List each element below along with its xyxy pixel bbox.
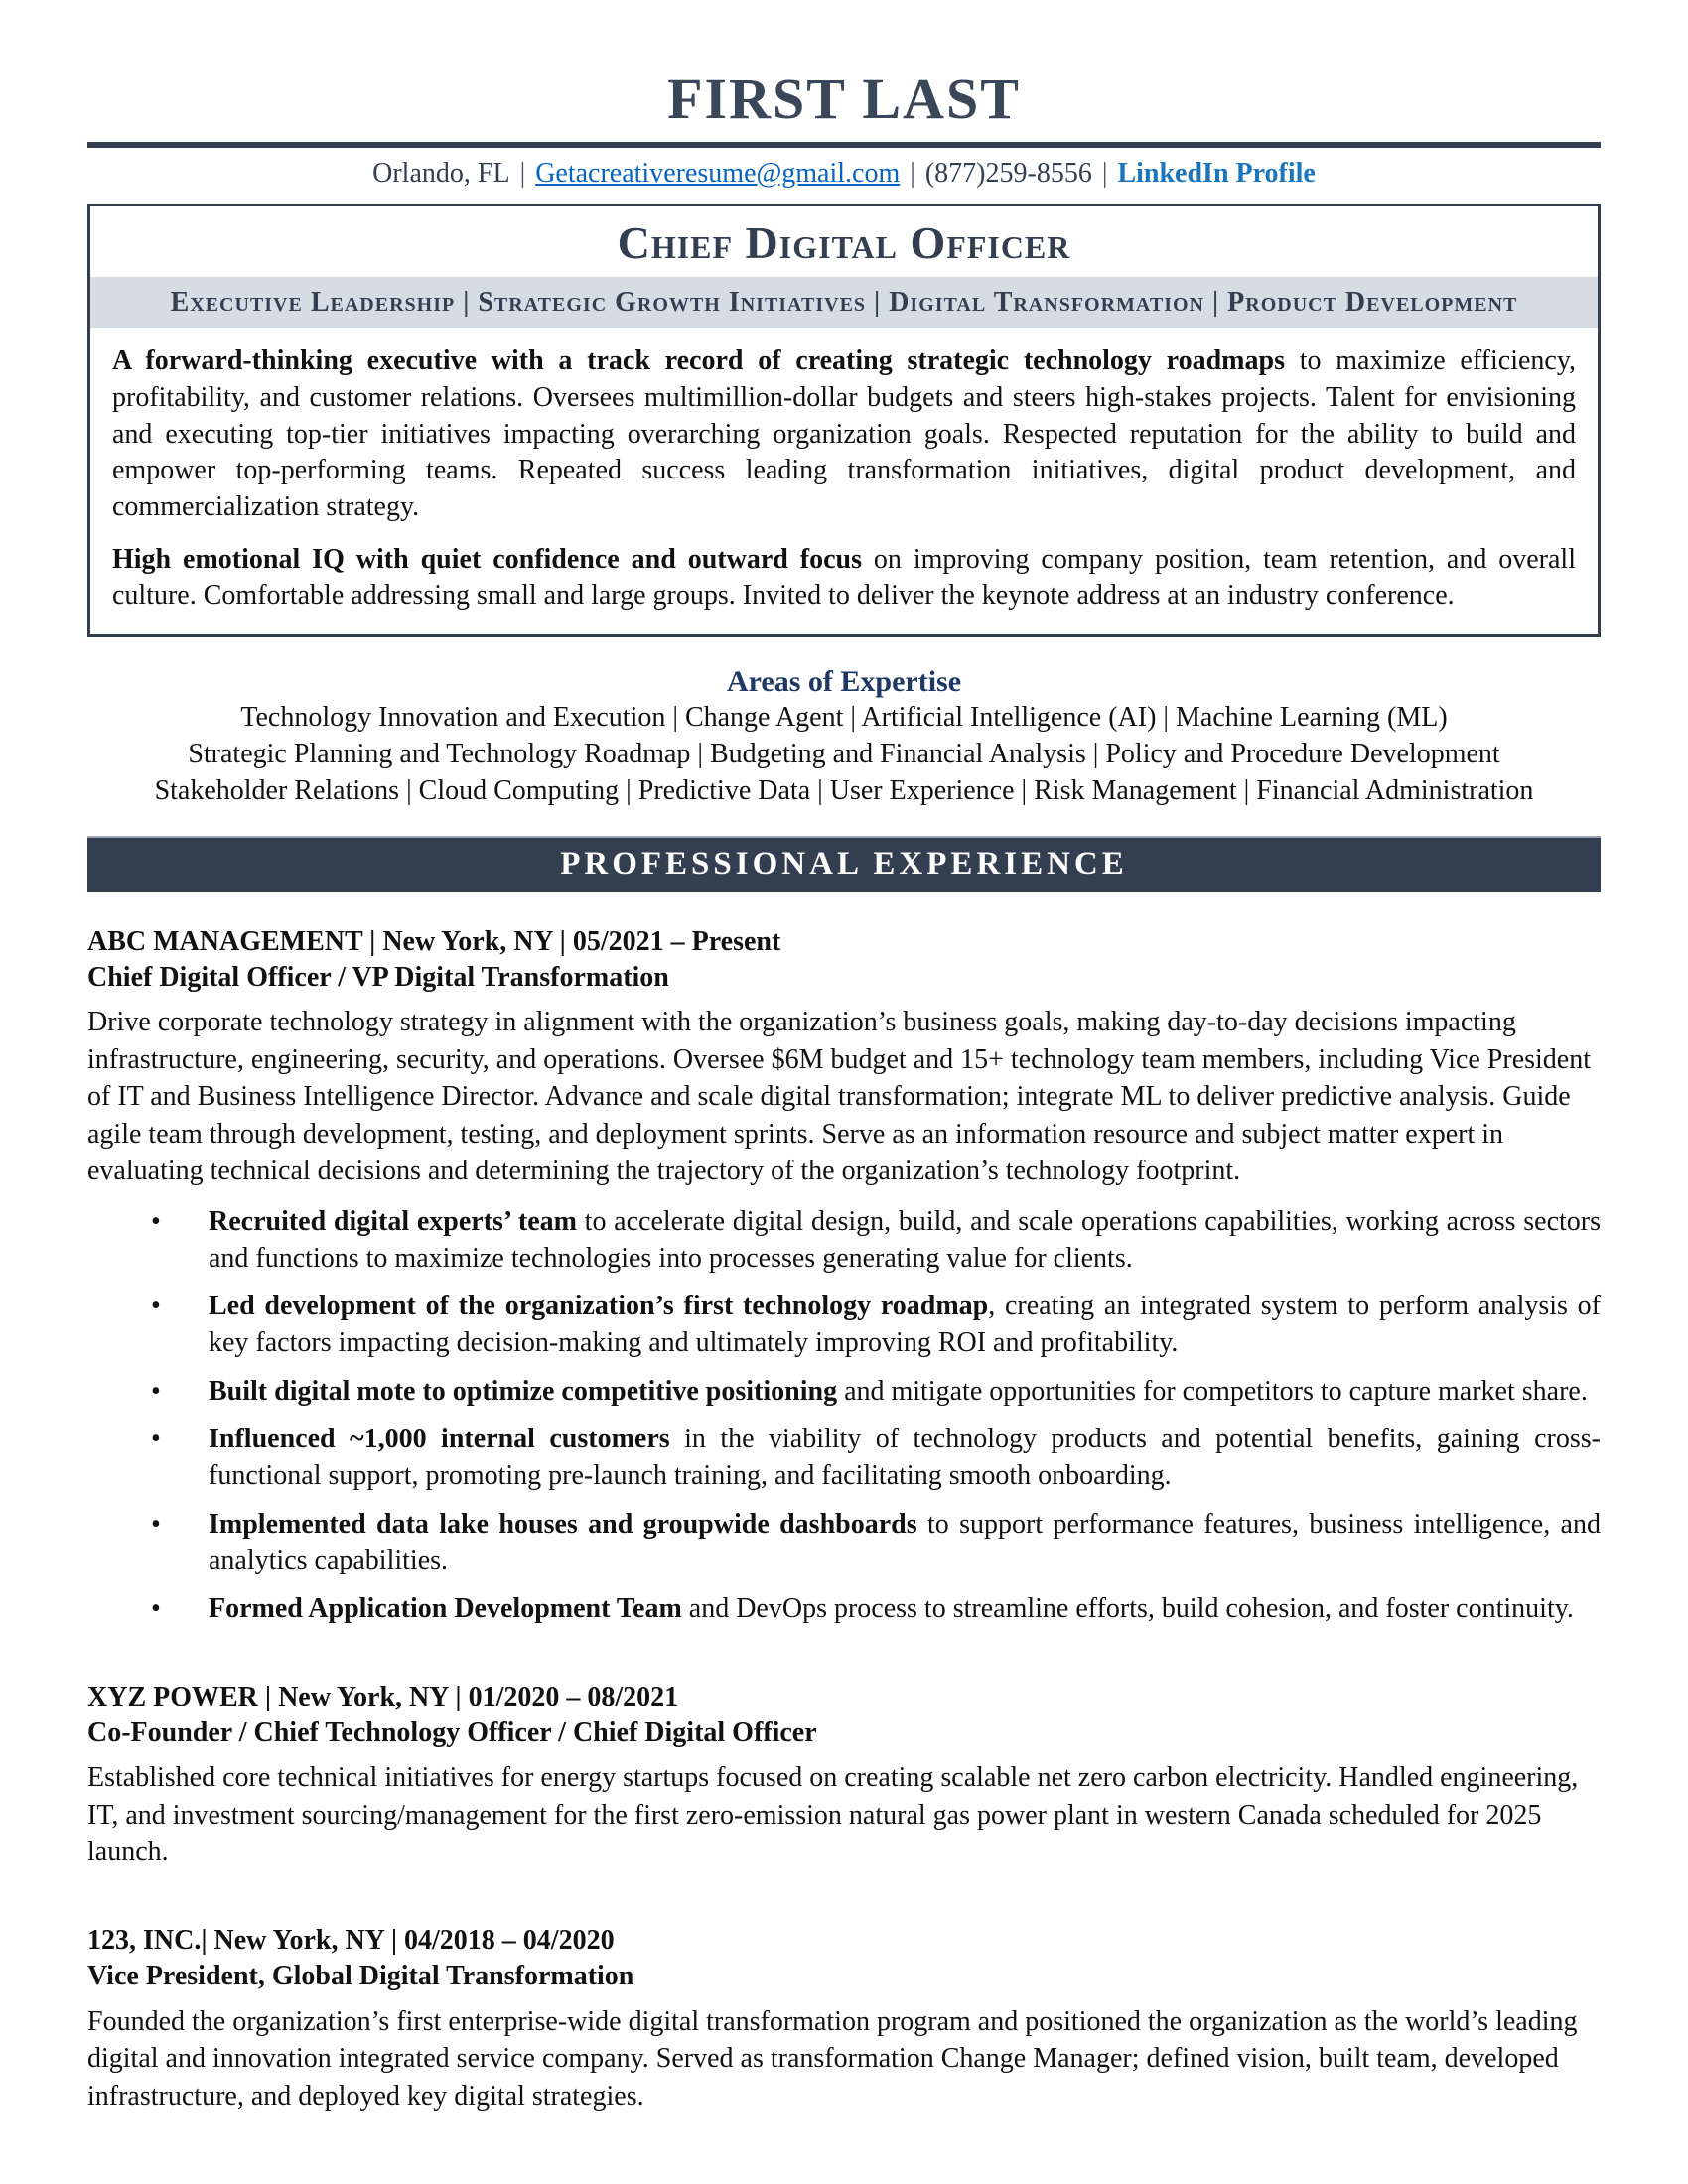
bullet-icon: • (151, 1424, 161, 1455)
bullet-lead: Formed Application Development Team (209, 1593, 682, 1624)
bullet-rest: in the viability of technology products and potential benefits, gaining cross-functional support, promoting pre-launch training, and facilitating smooth onboarding. (209, 1424, 1601, 1491)
bullet-lead: Built digital mote to optimize competitive positioning (209, 1375, 838, 1407)
job-bullet-list (87, 1204, 1601, 1628)
resume-header (87, 66, 1601, 190)
bullet-text (209, 1422, 1601, 1494)
contact-line (87, 158, 1601, 190)
bullet-item (87, 1289, 1601, 1361)
bullet-icon: • (151, 1205, 161, 1237)
expertise-line: Stakeholder Relations | Cloud Computing | Predictive Data | User Experience | Risk Management | Financial Administration (154, 775, 1534, 807)
job-entry-123-inc (87, 1923, 1601, 2115)
summary-2-rest: on improving company position, team retention, and overall culture. Comfortable addressing small and large groups. Invited to deliver the keynote address at an industry conference. (112, 543, 1576, 612)
job-summary: Founded the organization’s first enterprise-wide digital transformation program and positioned the organization as the world’s leading digital and innovation integrated service company. Served as transformation Change Manager; defined vision, built team, developed infrastructure, and deployed key digital strategies. (87, 2005, 1578, 2112)
bullet-item (87, 1591, 1601, 1628)
bullet-text (209, 1289, 1601, 1361)
bullet-rest: and DevOps process to streamline efforts, build cohesion, and foster continuity. (681, 1593, 1574, 1624)
job-summary: Drive corporate technology strategy in alignment with the organization’s business goals, making day-to-day decisions impacting infrastructure, engineering, security, and operations. Oversee $6M budget and 15+ technology team members, including Vice President of IT and Business Intelligence Director. Advance and scale digital transformation; integrate ML to deliver predictive analysis. Guide agile team through development, testing, and deployment sprints. Serve as an information resource and subject matter expert in evaluating technical decisions and determining the trajectory of the organization’s technology footprint. (87, 1007, 1592, 1187)
bullet-icon: • (151, 1291, 161, 1322)
expertise-line: Strategic Planning and Technology Roadmap | Budgeting and Financial Analysis | Policy and Procedure Development (188, 739, 1500, 770)
bullet-text (209, 1507, 1601, 1579)
summary-paragraph-2 (112, 542, 1576, 614)
job-header: 123, INC.| New York, NY | 04/2018 – 04/2020 (87, 1925, 615, 1956)
contact-separator: | (1101, 158, 1108, 189)
bullet-item (87, 1507, 1601, 1579)
bullet-lead: Recruited digital experts’ team (209, 1205, 577, 1237)
bullet-rest: to accelerate digital design, build, and scale operations capabilities, working across sectors and functions to maximize technologies into processes generating value for clients. (209, 1205, 1602, 1274)
professional-experience-banner: PROFESSIONAL EXPERIENCE (87, 836, 1601, 892)
bullet-icon: • (151, 1508, 161, 1540)
job-target-title: Chief Digital Officer (617, 217, 1071, 268)
job-entry-xyz-power (87, 1680, 1601, 1871)
bullet-icon: • (151, 1593, 161, 1624)
linkedin-link[interactable]: LinkedIn Profile (1117, 158, 1316, 189)
bullet-item (87, 1374, 1601, 1411)
job-header: XYZ POWER | New York, NY | 01/2020 – 08/2021 (87, 1681, 679, 1712)
job-role: Vice President, Global Digital Transformation (87, 1961, 634, 1992)
bullet-rest: , creating an integrated system to perform analysis of key factors impacting decision-making and ultimately improving ROI and profitability. (209, 1291, 1602, 1358)
bullet-item (87, 1204, 1601, 1277)
summary-paragraph-1 (112, 343, 1576, 525)
candidate-name: FIRST LAST (667, 67, 1021, 131)
bullet-icon: • (151, 1375, 161, 1407)
job-summary: Established core technical initiatives for energy startups focused on creating scalable net zero carbon electricity. Handled engineering, IT, and investment sourcing/management for the first zero-emission natural gas power plant in western Canada scheduled for 2025 launch. (87, 1762, 1579, 1868)
contact-phone: (877)259-8556 (924, 158, 1092, 189)
bullet-item (87, 1422, 1601, 1494)
header-divider (87, 142, 1601, 148)
bullet-text (209, 1591, 1601, 1628)
bullet-lead: Implemented data lake houses and groupwide dashboards (209, 1508, 917, 1540)
job-role: Chief Digital Officer / VP Digital Transformation (87, 961, 669, 993)
summary-1-lead: A forward-thinking executive with a track record of creating strategic technology roadmaps (112, 345, 1285, 377)
contact-separator: | (910, 158, 915, 189)
bullet-lead: Influenced ~1,000 internal customers (209, 1424, 670, 1455)
keyword-bar: Executive Leadership | Strategic Growth Initiatives | Digital Transformation | Product Development (90, 277, 1598, 328)
areas-of-expertise-heading: Areas of Expertise (726, 664, 962, 698)
bullet-rest: to support performance features, business intelligence, and analytics capabilities. (209, 1508, 1601, 1576)
contact-location: Orlando, FL (372, 158, 510, 189)
contact-separator: | (519, 158, 526, 189)
bullet-rest: and mitigate opportunities for competitors to capture market share. (837, 1375, 1588, 1407)
job-role: Co-Founder / Chief Technology Officer / Chief Digital Officer (87, 1717, 817, 1749)
email-link[interactable]: Getacreativeresume@gmail.com (535, 158, 901, 189)
job-entry-abc-management (87, 924, 1601, 1628)
summary-paragraphs (90, 328, 1598, 634)
bullet-text (209, 1374, 1601, 1411)
bullet-lead: Led development of the organization’s first technology roadmap (209, 1291, 989, 1322)
title-summary-box (87, 204, 1601, 637)
job-header: ABC MANAGEMENT | New York, NY | 05/2021 – Present (87, 925, 781, 957)
bullet-text (209, 1204, 1601, 1277)
expertise-line: Technology Innovation and Execution | Change Agent | Artificial Intelligence (AI) | Machine Learning (ML) (240, 701, 1448, 733)
summary-2-lead: High emotional IQ with quiet confidence and outward focus (112, 543, 862, 575)
summary-1-rest: to maximize efficiency, profitability, and customer relations. Oversees multimillion-dollar budgets and steers high-stakes projects. Talent for envisioning and executing top-tier initiatives impacting overarching organization goals. Respected reputation for the ability to build and empower top-performing teams. Repeated success leading transformation initiatives, digital product development, and commercialization strategy. (112, 345, 1577, 522)
